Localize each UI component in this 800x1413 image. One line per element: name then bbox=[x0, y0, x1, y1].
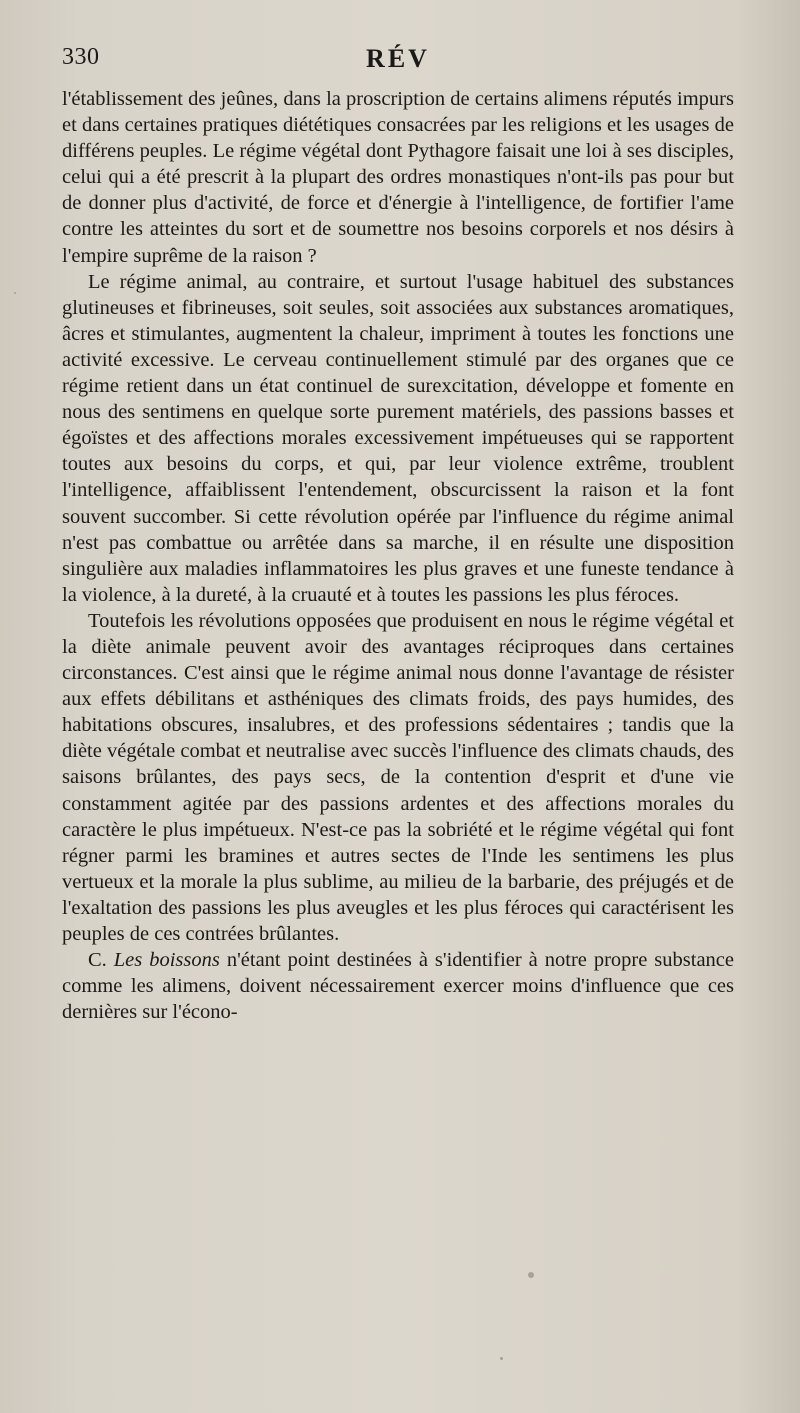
running-head: RÉV bbox=[366, 44, 430, 73]
paper-speck bbox=[528, 1272, 534, 1278]
section-title: Les boissons bbox=[113, 949, 220, 972]
paragraph-4-text: n'étant point destinées à s'identifier à notre propre substance comme les alimens, doivent nécessairement exercer moins d'influence que ces dernières sur l'écono- bbox=[62, 949, 735, 1024]
page-number: 330 bbox=[62, 44, 100, 70]
paper-speck bbox=[14, 292, 16, 294]
paragraph-4 bbox=[62, 947, 734, 1025]
body-text bbox=[62, 86, 734, 1025]
paragraph-3: Toutefois les révolutions opposées que produisent en nous le régime végétal et la diète animale peuvent avoir des avantages réciproques dans certaines circonstances. C'est ainsi que le régime animal nous donne l'avantage de résister aux effets débilitans et asthéniques des climats froids, des pays humides, des habitations obscures, insalubres, et des professions sédentaires ; tandis que la diète végétale combat et neutralise avec succès l'influence des climats chauds, des saisons brûlantes, des pays secs, de la contention d'esprit et d'une vie constamment agitée par des passions ardentes et des affections morales du caractère le plus impétueux. N'est-ce pas la sobriété et le régime végétal qui font régner parmi les bramines et autres sectes de l'Inde les sentimens les plus vertueux et la morale la plus sublime, au milieu de la barbarie, des préjugés et de l'exaltation des passions les plus aveugles et les plus féroces qui caractérisent les peuples de ces contrées brûlantes. bbox=[62, 609, 734, 945]
page-header bbox=[62, 44, 734, 78]
section-letter: C. bbox=[88, 949, 114, 972]
paragraph-2: Le régime animal, au contraire, et surtout l'usage habituel des substances glutineuses et fibrineuses, soit seules, soit associées aux substances aromatiques, âcres et stimulantes, augmentent la chaleur, impriment à toutes les fonctions une activité excessive. Le cerveau continuellement stimulé par des organes que ce régime retient dans un état continuel de surexcitation, développe et fomente en nous des sentimens en quelque sorte purement matériels, des passions basses et égoïstes et des affections morales excessivement impétueuses qui se rapportent toutes aux besoins du corps, et qui, par leur violence extrême, troublent l'intelligence, affaiblissent l'entendement, obscurcissent la raison et la font souvent succomber. Si cette révolution opérée par l'influence du régime animal n'est pas combattue ou arrêtée dans sa marche, il en résulte une disposition singulière aux maladies inflammatoires les plus graves et une funeste tendance à la violence, à la dureté, à la cruauté et à toutes les passions les plus féroces. bbox=[62, 270, 734, 606]
paper-speck bbox=[500, 1357, 503, 1360]
paragraph-1: l'établissement des jeûnes, dans la proscription de certains alimens réputés impurs et dans certaines pratiques diététiques consacrées par les religions et les usages de différens peuples. Le régime végétal dont Pythagore faisait une loi à ses disciples, celui qui a été prescrit à la plupart des ordres monastiques n'ont-ils pas pour but de donner plus d'activité, de force et d'énergie à l'intelligence, de fortifier l'ame contre les atteintes du sort et de soumettre nos besoins corporels et nos désirs à l'empire suprême de la raison ? bbox=[62, 88, 734, 267]
